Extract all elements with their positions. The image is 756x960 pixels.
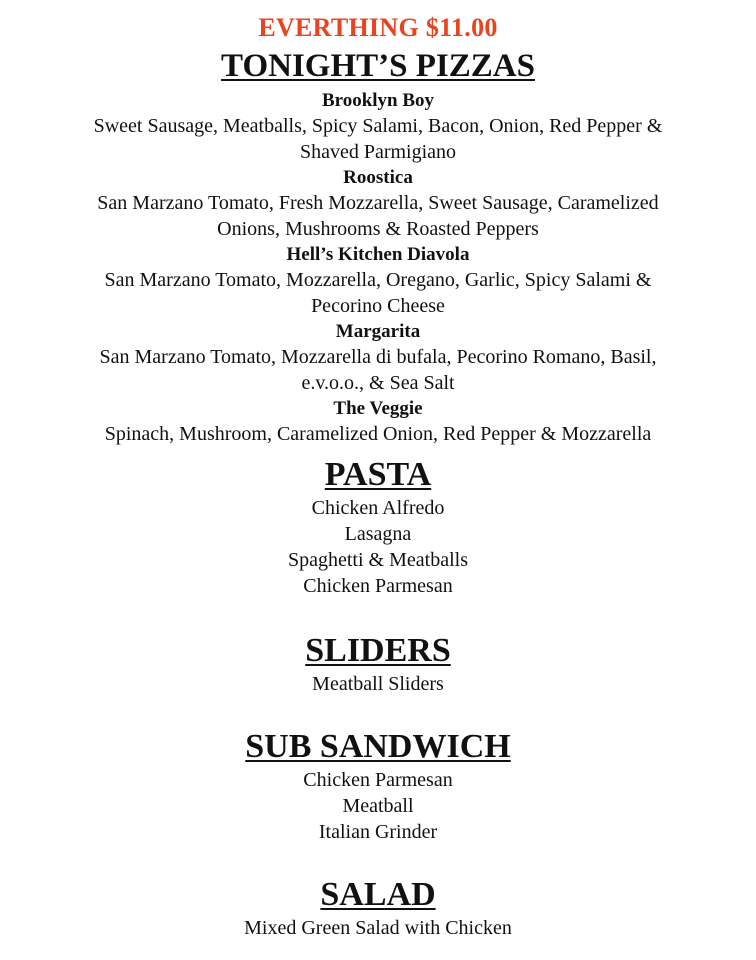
pizza-item	[0, 319, 756, 396]
pizza-description-line: Onions, Mushrooms & Roasted Peppers	[217, 218, 539, 240]
pizza-description	[0, 267, 756, 319]
pizza-description	[0, 344, 756, 396]
pizza-description-line: San Marzano Tomato, Mozzarella, Oregano, Garlic, Spicy Salami &	[104, 269, 652, 291]
menu-item: Italian Grinder	[318, 821, 438, 843]
pizza-description-line: Pecorino Cheese	[311, 295, 445, 317]
menu-item: Lasagna	[344, 523, 412, 545]
menu-item: Chicken Parmesan	[303, 575, 453, 597]
pasta-list	[0, 495, 756, 599]
menu-item: Spaghetti & Meatballs	[288, 549, 468, 571]
pizza-description-line: e.v.o.o., & Sea Salt	[301, 372, 455, 394]
pizza-item	[0, 242, 756, 319]
menu-item: Meatball Sliders	[312, 673, 444, 695]
salad-list	[0, 915, 756, 941]
menu-item: Meatball	[342, 795, 414, 817]
menu-item: Chicken Parmesan	[303, 769, 453, 791]
pizza-description	[0, 421, 756, 447]
pizza-description	[0, 190, 756, 242]
salad-section-title: SALAD	[320, 876, 436, 913]
pizza-description-line: Sweet Sausage, Meatballs, Spicy Salami, Bacon, Onion, Red Pepper &	[93, 115, 663, 137]
pizza-name: Roostica	[343, 167, 413, 188]
pizza-item	[0, 396, 756, 447]
pizza-name: Hell’s Kitchen Diavola	[286, 244, 470, 265]
sliders-list	[0, 671, 756, 697]
pizza-list	[0, 88, 756, 447]
pizza-name: Margarita	[335, 321, 421, 342]
pizza-description	[0, 113, 756, 165]
price-banner: EVERTHING $11.00	[258, 13, 498, 42]
pizza-description-line: San Marzano Tomato, Fresh Mozzarella, Sweet Sausage, Caramelized	[97, 192, 659, 214]
pizza-name: The Veggie	[333, 398, 423, 419]
pizza-description-line: Spinach, Mushroom, Caramelized Onion, Red Pepper & Mozzarella	[104, 423, 652, 445]
pizzas-section-title: TONIGHT’S PIZZAS	[221, 48, 535, 84]
pasta-section-title: PASTA	[324, 456, 432, 493]
pizza-item	[0, 88, 756, 165]
pizza-description-line: Shaved Parmigiano	[299, 141, 457, 163]
pizza-description-line: San Marzano Tomato, Mozzarella di bufala, Pecorino Romano, Basil,	[99, 346, 657, 368]
menu-item: Mixed Green Salad with Chicken	[244, 917, 512, 939]
sub-sandwich-list	[0, 767, 756, 845]
sliders-section-title: SLIDERS	[305, 632, 451, 669]
sub-sandwich-section-title: SUB SANDWICH	[245, 728, 511, 765]
pizza-item	[0, 165, 756, 242]
menu-item: Chicken Alfredo	[311, 497, 445, 519]
pizza-name: Brooklyn Boy	[321, 90, 435, 111]
